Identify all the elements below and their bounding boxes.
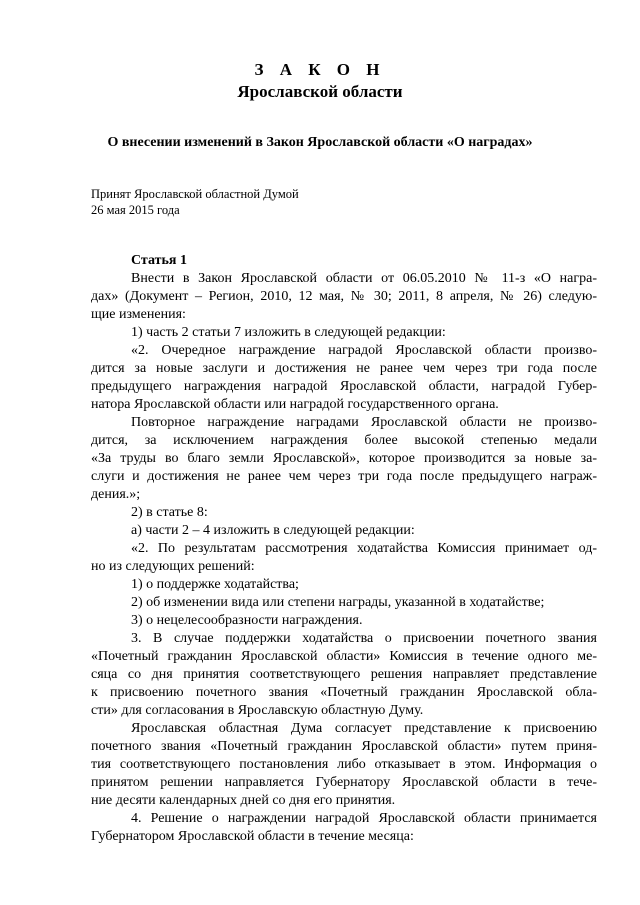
article-text-line: принятом решении направляется Губернатору Ярославской области в тече- (91, 775, 597, 790)
article-text-line: дится, за исключением награждения более высокой степенью медали (91, 433, 597, 448)
article-text-line: 2) об изменении вида или степени награды, указанной в ходатайстве; (131, 595, 545, 610)
article-text-line: «Почетный гражданин Ярославской области» Комиссия в течение одного ме- (91, 649, 597, 664)
article-text-line: натора Ярославской области или наградой государственного органа. (91, 397, 499, 412)
article-text-line: почетного звания «Почетный гражданин Ярославской области» путем приня- (91, 739, 597, 754)
article-text-line: Внести в Закон Ярославской области от 06.05.2010 № 11-з «О награ- (131, 271, 597, 286)
article-text-line: сти» для согласования в Ярославскую областную Думу. (91, 703, 424, 718)
article-text-line: дится за новые заслуги и достижения не ранее чем через три года после (91, 361, 597, 376)
article-text-line: тия соответствующего постановления либо отказывает в этом. Информация о (91, 757, 597, 772)
article-text-line: «За труды во благо земли Ярославской», которое производится за новые за- (91, 451, 597, 466)
article-text-line: Губернатором Ярославской области в течение месяца: (91, 829, 414, 844)
article-text-line: но из следующих решений: (91, 559, 255, 574)
article-text-line: а) части 2 – 4 изложить в следующей редакции: (131, 523, 415, 538)
article-text-line: 1) часть 2 статьи 7 изложить в следующей редакции: (131, 325, 446, 340)
article-text-line: слуги и достижения не ранее чем через три года после предыдущего награж- (91, 469, 597, 484)
law-subject: О внесении изменений в Закон Ярославской области «О наградах» (107, 135, 533, 150)
adoption-note (91, 186, 299, 218)
article-text-line: Ярославская областная Дума согласует представление к присвоению (131, 721, 597, 736)
adoption-date: 26 мая 2015 года (91, 203, 180, 217)
article-text-line: 3. В случае поддержки ходатайства о присвоении почетного звания (131, 631, 597, 646)
article-text-line: 1) о поддержке ходатайства; (131, 577, 299, 592)
article-text-line: Повторное награждение наградами Ярославской области не произво- (131, 415, 597, 430)
article-text-line: 3) о нецелесообразности награждения. (131, 613, 363, 628)
law-title: З А К О Н (254, 60, 386, 79)
article-text-line: к присвоению почетного звания «Почетный гражданин Ярославской обла- (91, 685, 597, 700)
article-text-line: дения.»; (91, 487, 141, 502)
law-region: Ярославской области (237, 82, 403, 101)
article-body (91, 252, 597, 846)
article-text-line: ние десяти календарных дней со дня его принятия. (91, 793, 396, 808)
article-text-line: предыдущего награждения наградой Ярославской области, наградой Губер- (91, 379, 597, 394)
article-text-line: сяца со дня принятия соответствующего решения направляет представление (91, 667, 597, 682)
article-text-line: щие изменения: (91, 307, 186, 322)
article-text-line: 2) в статье 8: (131, 505, 208, 520)
article-heading: Статья 1 (131, 253, 187, 268)
article-text-line: «2. Очередное награждение наградой Ярославской области произво- (131, 343, 597, 358)
article-text-line: 4. Решение о награждении наградой Ярославской области принимается (131, 811, 597, 826)
article-text-line: дах» (Документ – Регион, 2010, 12 мая, № 30; 2011, 8 апреля, № 26) следую- (91, 289, 597, 304)
article-text-line: «2. По результатам рассмотрения ходатайства Комиссия принимает од- (131, 541, 597, 556)
adoption-body: Принят Ярославской областной Думой (91, 187, 299, 201)
